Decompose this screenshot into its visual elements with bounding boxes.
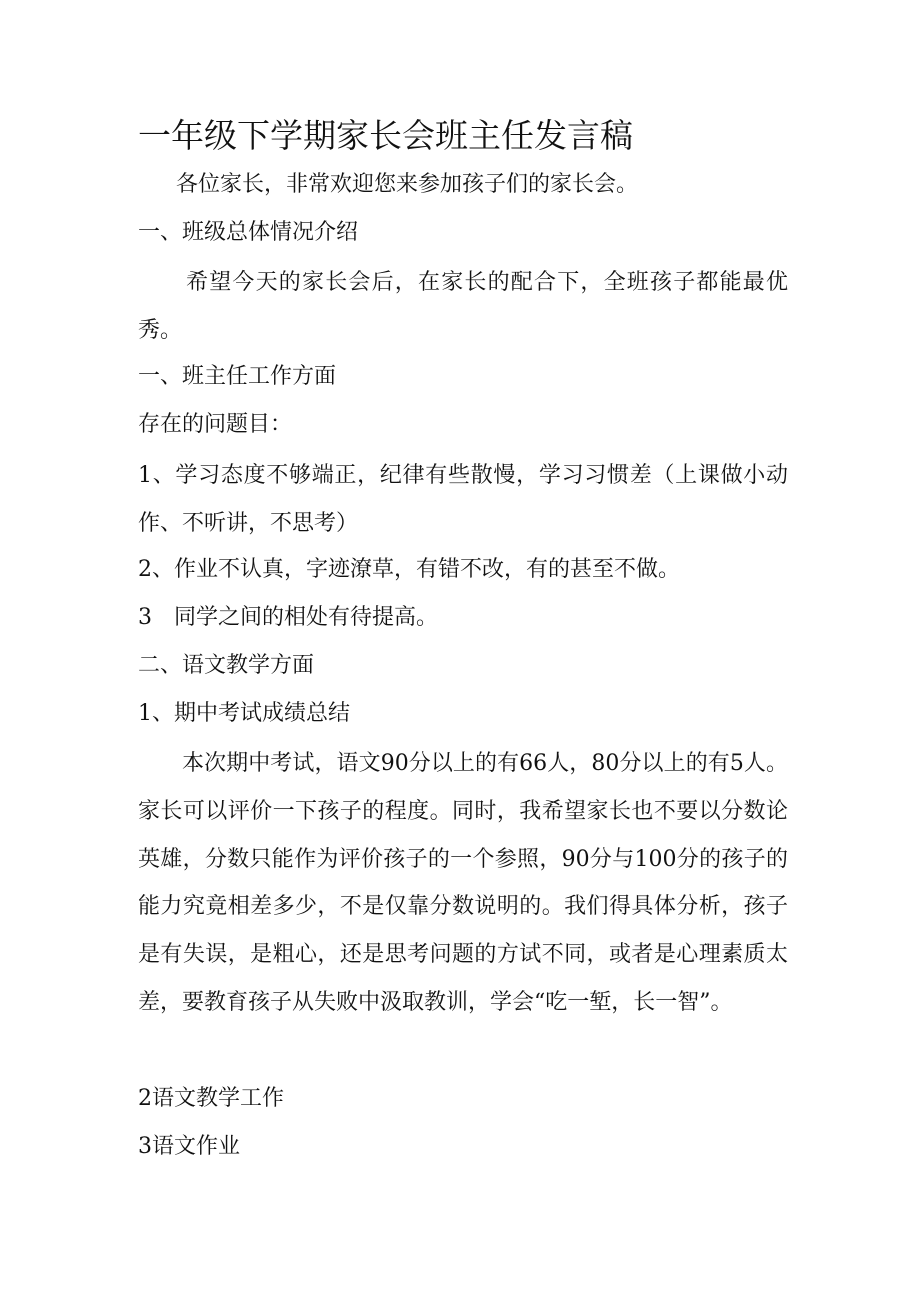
problem-item-2: 2、作业不认真，字迹潦草，有错不改，有的甚至不做。 bbox=[138, 557, 680, 582]
subsection1-heading: 1、期中考试成绩总结 bbox=[138, 701, 350, 726]
problem-item-1: 1、学习态度不够端正，纪律有些散慢，学习习惯差（上课做小动作、不听讲，不思考） bbox=[138, 463, 788, 536]
problem-item-3: 3 同学之间的相处有待提高。 bbox=[138, 605, 438, 630]
document-title: 一年级下学期家长会班主任发言稿 bbox=[138, 116, 633, 155]
section1-paragraph: 希望今天的家长会后，在家长的配合下，全班孩子都能最优秀。 bbox=[138, 270, 788, 343]
subsection2-heading: 2语文教学工作 bbox=[138, 1086, 284, 1111]
problems-label: 存在的问题目： bbox=[138, 412, 293, 437]
section1-heading: 一、班级总体情况介绍 bbox=[138, 220, 359, 245]
greeting-line: 各位家长，非常欢迎您来参加孩子们的家长会。 bbox=[176, 172, 639, 197]
subsection3-heading: 3语文作业 bbox=[138, 1134, 240, 1159]
section2-heading: 一、班主任工作方面 bbox=[138, 364, 337, 389]
section3-heading: 二、语文教学方面 bbox=[138, 653, 315, 678]
subsection1-paragraph: 本次期中考试，语文90分以上的有66人，80分以上的有5人。家长可以评价一下孩子的程度。同时，我希望家长也不要以分数论英雄，分数只能作为评价孩子的一个参照，90分与100分的孩子的能力究竟相差多少，不是仅靠分数说明的。我们得具体分析，孩子是有失误，是粗心，还是思考问题的方试不同，或者是心理素质太差，要教育孩子从失败中汲取教训，学会“吃一堑，长一智”。 bbox=[138, 751, 788, 1015]
